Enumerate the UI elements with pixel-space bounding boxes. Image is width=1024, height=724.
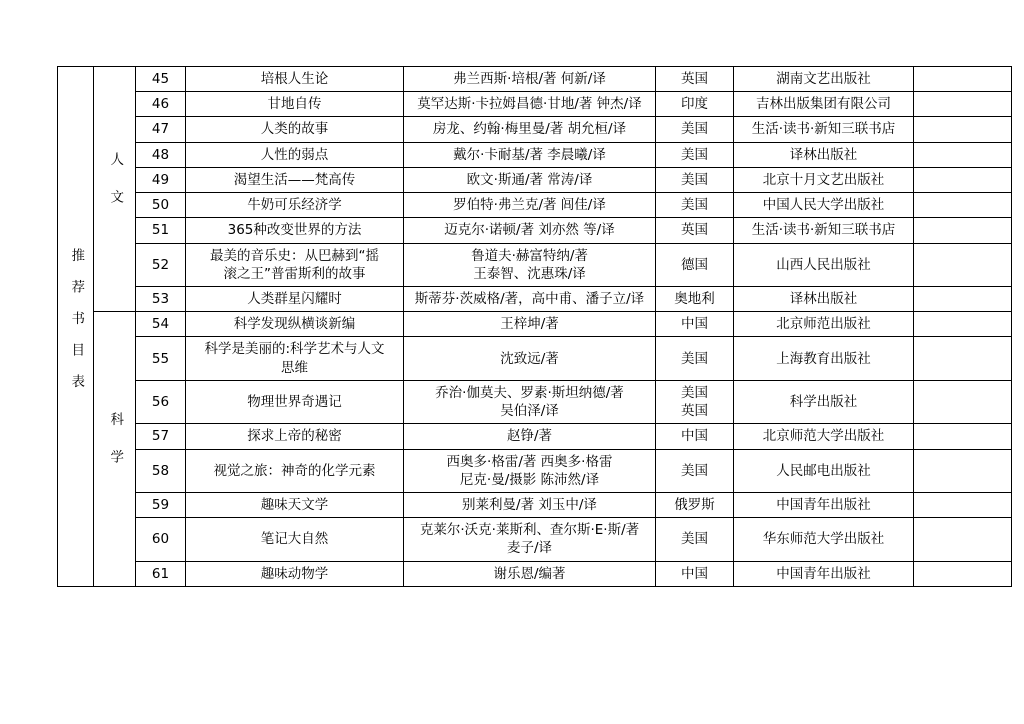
book-note [914, 67, 1012, 92]
book-press: 上海教育出版社 [734, 337, 914, 380]
book-country: 俄罗斯 [656, 492, 734, 517]
book-press: 译林出版社 [734, 286, 914, 311]
book-press: 中国青年出版社 [734, 492, 914, 517]
book-author: 房龙、约翰·梅里曼/著 胡允桓/译 [404, 117, 656, 142]
table-row [58, 218, 1012, 243]
book-title [186, 243, 404, 286]
row-number: 61 [136, 561, 186, 586]
row-number: 50 [136, 193, 186, 218]
book-author [404, 243, 656, 286]
book-note [914, 243, 1012, 286]
book-author: 欧文·斯通/著 常涛/译 [404, 167, 656, 192]
book-country-line1: 美国 [681, 384, 708, 401]
book-press: 中国青年出版社 [734, 561, 914, 586]
book-author: 谢乐恩/编著 [404, 561, 656, 586]
book-title: 探求上帝的秘密 [186, 424, 404, 449]
table-row [58, 518, 1012, 561]
book-author-line1: 鲁道夫·赫富特纳/著 [471, 247, 588, 264]
category-humanities-text: 人文 [107, 151, 124, 227]
row-number: 55 [136, 337, 186, 380]
row-number: 54 [136, 312, 186, 337]
book-author-line1: 乔治·伽莫夫、罗素·斯坦纳德/著 [435, 384, 624, 401]
book-title: 物理世界奇遇记 [186, 380, 404, 423]
book-author-line2: 王泰智、沈惠珠/译 [473, 265, 586, 282]
book-title: 笔记大自然 [186, 518, 404, 561]
book-title-line1: 科学是美丽的:科学艺术与人文 [204, 341, 385, 358]
row-number: 49 [136, 167, 186, 192]
book-title: 渴望生活——梵高传 [186, 167, 404, 192]
book-press: 吉林出版集团有限公司 [734, 92, 914, 117]
book-country: 美国 [656, 337, 734, 380]
book-title: 趣味天文学 [186, 492, 404, 517]
table-row [58, 312, 1012, 337]
row-number: 53 [136, 286, 186, 311]
book-title: 人类群星闪耀时 [186, 286, 404, 311]
book-author-line1: 克莱尔·沃克·莱斯利、查尔斯·E·斯/著 [419, 522, 640, 539]
book-press: 中国人民大学出版社 [734, 193, 914, 218]
book-country: 中国 [656, 561, 734, 586]
book-note [914, 92, 1012, 117]
table-row [58, 142, 1012, 167]
book-note [914, 218, 1012, 243]
book-title-line2: 滚之王”普雷斯利的故事 [223, 265, 366, 282]
book-author [404, 449, 656, 492]
book-title: 365种改变世界的方法 [186, 218, 404, 243]
book-country-line2: 英国 [681, 403, 708, 420]
table-row [58, 286, 1012, 311]
book-note [914, 142, 1012, 167]
row-number: 46 [136, 92, 186, 117]
book-author: 赵铮/著 [404, 424, 656, 449]
book-country: 英国 [656, 67, 734, 92]
book-title: 培根人生论 [186, 67, 404, 92]
book-press: 华东师范大学出版社 [734, 518, 914, 561]
book-note [914, 380, 1012, 423]
category-science-cell [94, 312, 136, 587]
book-title: 牛奶可乐经济学 [186, 193, 404, 218]
book-author: 沈致远/著 [404, 337, 656, 380]
book-author: 迈克尔·诺顿/著 刘亦然 等/译 [404, 218, 656, 243]
book-author-line2: 吴伯泽/译 [500, 403, 559, 420]
book-title [186, 337, 404, 380]
book-press: 译林出版社 [734, 142, 914, 167]
book-country: 中国 [656, 424, 734, 449]
table-row [58, 492, 1012, 517]
book-note [914, 337, 1012, 380]
book-title-line1: 最美的音乐史：从巴赫到“摇 [210, 247, 379, 264]
book-note [914, 193, 1012, 218]
book-country: 美国 [656, 449, 734, 492]
book-press: 生活·读书·新知三联书店 [734, 117, 914, 142]
book-country: 美国 [656, 518, 734, 561]
book-press: 人民邮电出版社 [734, 449, 914, 492]
category-science-text: 科学 [107, 411, 124, 487]
book-country: 奥地利 [656, 286, 734, 311]
book-author: 罗伯特·弗兰克/著 闾佳/译 [404, 193, 656, 218]
table-row [58, 337, 1012, 380]
table-row [58, 193, 1012, 218]
table-row [58, 561, 1012, 586]
book-author-line1: 西奥多·格雷/著 西奥多·格雷 [446, 453, 613, 470]
table-row [58, 449, 1012, 492]
book-press: 山西人民出版社 [734, 243, 914, 286]
book-press: 北京师范大学出版社 [734, 424, 914, 449]
book-title-line2: 思维 [281, 359, 308, 376]
book-author: 莫罕达斯·卡拉姆昌德·甘地/著 钟杰/译 [404, 92, 656, 117]
book-country: 美国 [656, 142, 734, 167]
book-title: 科学发现纵横谈新编 [186, 312, 404, 337]
book-country: 中国 [656, 312, 734, 337]
book-author-line2: 尼克·曼/摄影 陈沛然/译 [459, 471, 600, 488]
table-row [58, 380, 1012, 423]
book-author-line2: 麦子/译 [506, 540, 553, 557]
book-note [914, 518, 1012, 561]
table-row [58, 67, 1012, 92]
row-number: 51 [136, 218, 186, 243]
row-number: 47 [136, 117, 186, 142]
book-author [404, 518, 656, 561]
book-title: 人性的弱点 [186, 142, 404, 167]
book-note [914, 561, 1012, 586]
book-note [914, 167, 1012, 192]
row-number: 56 [136, 380, 186, 423]
book-press: 北京十月文艺出版社 [734, 167, 914, 192]
book-author: 斯蒂芬·茨威格/著，高中甫、潘子立/译 [404, 286, 656, 311]
book-recommendation-table [57, 66, 1012, 587]
book-note [914, 424, 1012, 449]
book-note [914, 449, 1012, 492]
group-label-text: 推荐书目表 [68, 247, 85, 406]
book-title: 视觉之旅：神奇的化学元素 [186, 449, 404, 492]
row-number: 57 [136, 424, 186, 449]
book-title: 人类的故事 [186, 117, 404, 142]
book-press: 生活·读书·新知三联书店 [734, 218, 914, 243]
table-row [58, 424, 1012, 449]
book-title: 甘地自传 [186, 92, 404, 117]
book-author: 别莱利曼/著 刘玉中/译 [404, 492, 656, 517]
book-author: 戴尔·卡耐基/著 李晨曦/译 [404, 142, 656, 167]
category-humanities-cell [94, 67, 136, 312]
book-country: 印度 [656, 92, 734, 117]
row-number: 59 [136, 492, 186, 517]
row-number: 52 [136, 243, 186, 286]
book-note [914, 312, 1012, 337]
row-number: 45 [136, 67, 186, 92]
book-country [656, 380, 734, 423]
book-recommendation-table-wrapper [57, 66, 972, 587]
book-author: 王梓坤/著 [404, 312, 656, 337]
book-note [914, 492, 1012, 517]
book-country: 德国 [656, 243, 734, 286]
table-row [58, 243, 1012, 286]
row-number: 60 [136, 518, 186, 561]
book-note [914, 117, 1012, 142]
book-country: 美国 [656, 193, 734, 218]
book-press: 湖南文艺出版社 [734, 67, 914, 92]
book-press: 科学出版社 [734, 380, 914, 423]
table-row [58, 167, 1012, 192]
book-note [914, 286, 1012, 311]
book-country: 美国 [656, 167, 734, 192]
row-number: 58 [136, 449, 186, 492]
table-row [58, 117, 1012, 142]
row-number: 48 [136, 142, 186, 167]
group-label-cell [58, 67, 94, 587]
table-row [58, 92, 1012, 117]
book-press: 北京师范出版社 [734, 312, 914, 337]
book-author [404, 380, 656, 423]
book-country: 英国 [656, 218, 734, 243]
book-country: 美国 [656, 117, 734, 142]
book-author: 弗兰西斯·培根/著 何新/译 [404, 67, 656, 92]
book-title: 趣味动物学 [186, 561, 404, 586]
